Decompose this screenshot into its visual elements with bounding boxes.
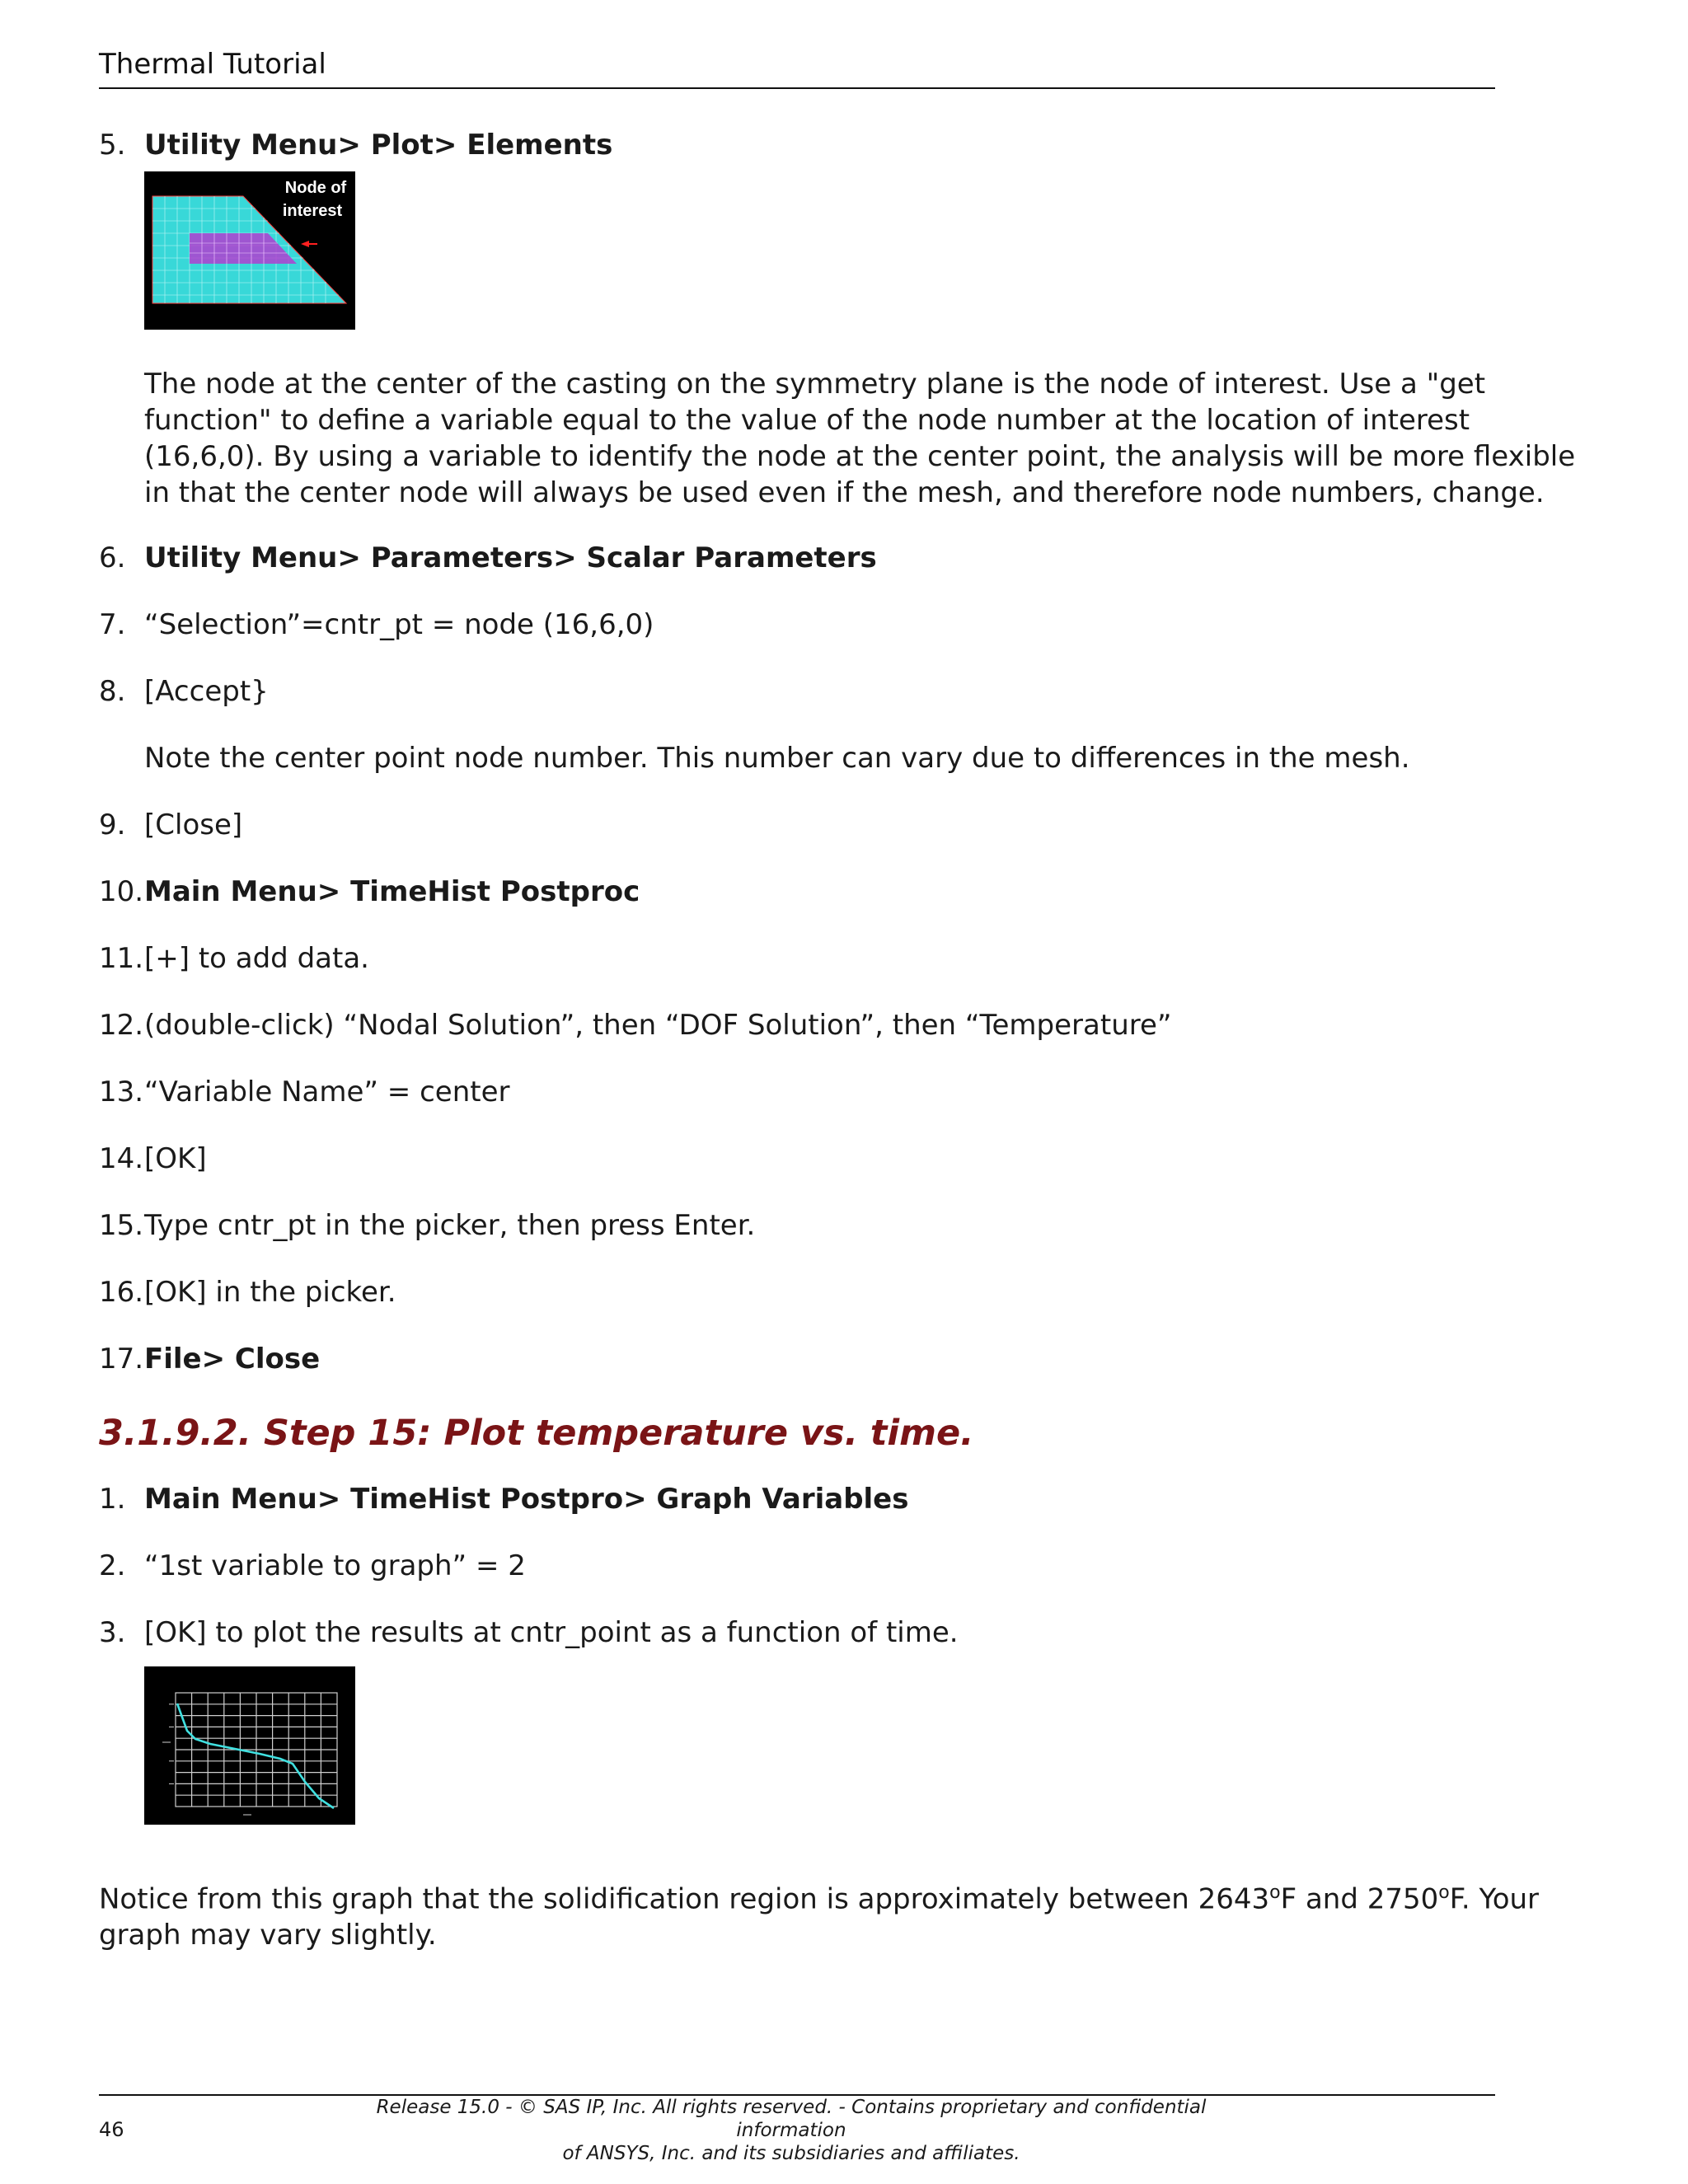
step-number: 5. <box>99 129 126 162</box>
paragraph-line: in that the center node will always be used even if the mesh, and therefore node numbers, change. <box>144 476 1545 509</box>
step-text: [Accept} <box>144 675 269 708</box>
step-number: 9. <box>99 808 126 841</box>
closing-line-1 <box>99 1875 1540 1917</box>
closing-line-2: graph may vary slightly. <box>99 1919 437 1952</box>
step-number: 2. <box>99 1549 126 1582</box>
mesh-plot-image <box>144 171 355 330</box>
step-number: 10. <box>99 875 144 908</box>
closing-text-part: Notice from this graph that the solidification region is approximately between 2643 <box>99 1882 1270 1916</box>
degree-superscript: o <box>1438 1882 1450 1903</box>
figure-label-line1: Node of <box>284 179 347 197</box>
footer-line-2: of ANSYS, Inc. and its subsidiaries and affiliates. <box>562 2143 1020 2164</box>
temperature-graph-image <box>144 1666 355 1825</box>
step-number: 12. <box>99 1009 144 1042</box>
closing-paragraph <box>99 1875 1540 1953</box>
footer-copyright <box>330 2096 1253 2165</box>
step-number: 11. <box>99 942 144 975</box>
step-text: (double-click) “Nodal Solution”, then “DOF Solution”, then “Temperature” <box>144 1009 1172 1042</box>
step-text: [Close] <box>144 808 243 841</box>
step-number: 8. <box>99 675 126 708</box>
paragraph-line: The node at the center of the casting on the symmetry plane is the node of interest. Use a "get <box>144 368 1486 401</box>
step-text: Type cntr_pt in the picker, then press Enter. <box>144 1209 756 1242</box>
closing-text-part: F and 2750 <box>1280 1882 1439 1916</box>
step-number: 13. <box>99 1076 144 1108</box>
step-text: [OK] to plot the results at cntr_point as a function of time. <box>144 1616 959 1649</box>
step-text: [OK] <box>144 1142 207 1175</box>
step-number: 3. <box>99 1616 126 1649</box>
step-text: Utility Menu> Plot> Elements <box>144 129 613 162</box>
step-number: 17. <box>99 1343 144 1376</box>
degree-superscript: o <box>1269 1882 1281 1903</box>
paragraph-line: function" to define a variable equal to the value of the node number at the location of interest <box>144 404 1470 437</box>
closing-text-part: F. Your <box>1449 1882 1540 1916</box>
step-text: Main Menu> TimeHist Postpro> Graph Variables <box>144 1483 909 1516</box>
section-heading: 3.1.9.2. Step 15: Plot temperature vs. time. <box>99 1413 974 1454</box>
step-text: [OK] in the picker. <box>144 1276 396 1309</box>
step-number: 1. <box>99 1483 126 1516</box>
step-number: 7. <box>99 608 126 641</box>
step-number: 15. <box>99 1209 144 1242</box>
step-number: 16. <box>99 1276 144 1309</box>
step-text: Utility Menu> Parameters> Scalar Parameters <box>144 541 877 574</box>
step-text: File> Close <box>144 1343 321 1376</box>
header-divider <box>99 87 1495 89</box>
header-title: Thermal Tutorial <box>99 48 326 81</box>
footer-line-1: Release 15.0 - © SAS IP, Inc. All rights reserved. - Contains proprietary and confidential information <box>376 2097 1207 2141</box>
step-text: [+] to add data. <box>144 942 369 975</box>
step-text: “Variable Name” = center <box>144 1076 510 1108</box>
note-text <box>144 740 1471 776</box>
body-paragraph <box>144 366 1576 511</box>
figure-label-line2: interest <box>282 202 343 220</box>
step-text: Main Menu> TimeHist Postproc <box>144 875 640 908</box>
step-text: “1st variable to graph” = 2 <box>144 1549 526 1582</box>
step-number: 6. <box>99 541 126 574</box>
note-line: Note the center point node number. This number can vary due to differences in the mesh. <box>144 742 1410 775</box>
step-text: “Selection”=cntr_pt = node (16,6,0) <box>144 608 654 641</box>
step-number: 14. <box>99 1142 144 1175</box>
paragraph-line: (16,6,0). By using a variable to identify the node at the center point, the analysis will be more flexible <box>144 440 1576 473</box>
page-number: 46 <box>99 2118 124 2141</box>
